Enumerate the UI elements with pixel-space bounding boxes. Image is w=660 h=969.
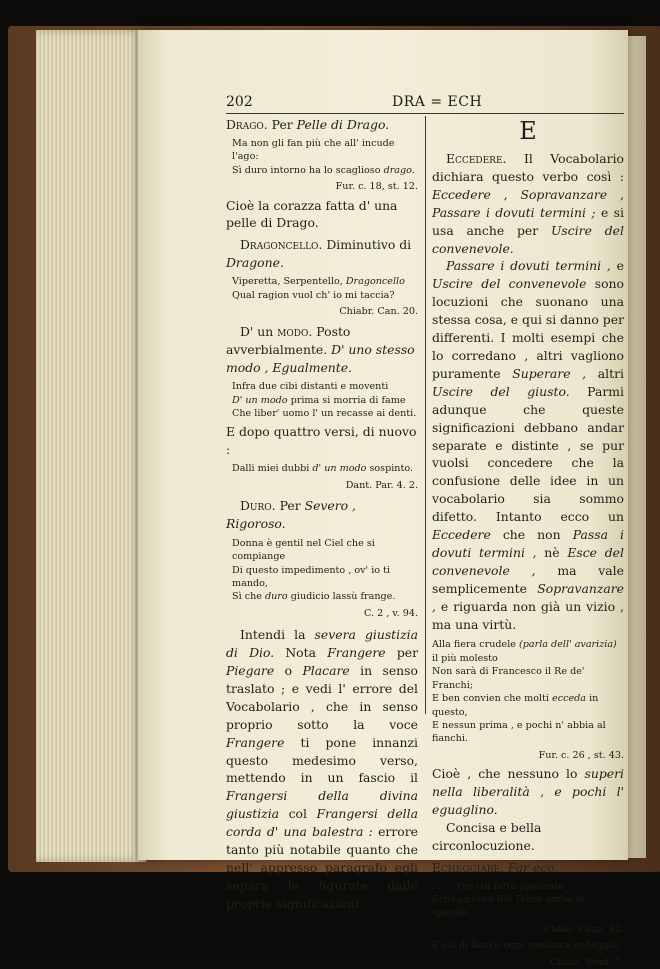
- right-column: [432, 116, 624, 969]
- entry-eccedere: Eccedere. Il Vocabolario dichiara questo verbo così : Eccedere , Sopravanzare , Passare i dovuti termini ; e si usa anche per Uscire del convenevole.: [432, 151, 625, 256]
- citation: Fur. c. 26 , st. 43.: [538, 749, 624, 761]
- citation: Chiab. Vend. 7.: [550, 956, 624, 968]
- quote-block: Donna è gentil nel Ciel che si compiange Di questo impedimento , ov' io ti mando, Sì che duro giudicio lassù frange.: [232, 537, 396, 603]
- entry-paragraph: Passare i dovuti termini , e Uscire del convenevole sono locuzioni che suonano una stessa cosa, e qui si danno per differenti. I molti esempi che lo corredano , altri vagliono puramente Superare , altri Uscire del giusto. Parmi adunque che queste significazioni debbano andar separate e distinte , se pur vuolsi concedere che la confusione delle idee in un vocabolario sia sommo difetto. Intanto ecco un Eccedere che non Passa i dovuti termini , nè Esce del convenevole , ma vale semplicemente Sopravanzare , e riguarda non già un vizio , ma una virtù.: [432, 258, 624, 632]
- entry-note: Concisa e bella circonlocuzione.: [432, 819, 542, 853]
- entry-note: Cioè , che nessuno lo superi nella liberalità , e pochi l' eguaglino.: [432, 766, 624, 817]
- left-column: [226, 116, 418, 913]
- citation: Dant. Par. 4. 2.: [345, 479, 418, 491]
- entry-dunmodo: D' un modo. Posto avverbialmente. D' uno stesso modo , Egualmente.: [226, 324, 415, 376]
- section-letter: E: [519, 117, 537, 145]
- quote-block: Infra due cibi distanti e moventi D' un modo prima si morria di fame Che liber' uomo l' un recasse ai denti.: [232, 381, 417, 419]
- right-page-edge: [626, 36, 646, 858]
- header-rule: [226, 113, 624, 114]
- citation: Chiabr. Can. 20.: [339, 305, 418, 317]
- quote-block: Viperetta, Serpentello, Dragoncello Qual ragion vuol ch' io mi taccia?: [232, 276, 405, 301]
- entry-note: E dopo quattro versi, di nuovo :: [226, 424, 417, 458]
- citation: C. 2 , v. 94.: [364, 607, 418, 619]
- quote-block: . . . . Per cui fatte gioconde Echeggieran del Tebro ambe le sponde.: [432, 880, 585, 919]
- page-edges: [36, 30, 146, 862]
- entry-drago: Drago. Per Pelle di Drago.: [226, 117, 390, 132]
- citation: Fur. c. 18, st. 12.: [335, 181, 418, 193]
- quote-block: Ma non gli fan più che all' incude l'ago: Sì duro intorno ha lo scaglioso drago.: [232, 137, 415, 176]
- entry-note: Cioè la corazza fatta d' una pelle di Drago.: [226, 197, 398, 231]
- quote-block: E sol di Bacco ogni spelonca echeggia.: [432, 940, 621, 952]
- column-divider: [425, 116, 426, 714]
- citation: Chiab. Canz. 82.: [543, 923, 624, 935]
- entry-note: Intendi la severa giustizia di Dio. Nota Frangere per Piegare o Placare in senso traslato ; e vedi l' errore del Vocabolario , che in senso proprio sotto la voce Frangere ti pone innanzi questo medesimo verso, mettendo in un fascio il Frangersi della divina giustizia col Frangersi della corda d' una balestra : errore tanto più notabile quanto che nell' appresso paragrafo egli separa le figurate dalle proprie significazioni.: [226, 627, 418, 911]
- quote-block: Alla fiera crudele (parla dell' avarizia) il più molesto Non sarà di Francesco il Re de' Franchi; E ben convien che molti ecceda in questo, E nessun prima , e pochi n' abbia al fianchi.: [432, 639, 617, 745]
- entry-dragoncello: Dragoncello. Diminutivo di Dragone.: [226, 237, 412, 271]
- running-head: DRA = ECH: [392, 94, 483, 110]
- page-number: 202: [226, 94, 253, 110]
- entry-duro: Duro. Per Severo , Rigoroso.: [226, 497, 356, 531]
- entry-echeggiare: Echeggiare. Far eco.: [432, 859, 559, 875]
- quote-block: Dalli miei dubbi d' un modo sospinto.: [232, 463, 413, 475]
